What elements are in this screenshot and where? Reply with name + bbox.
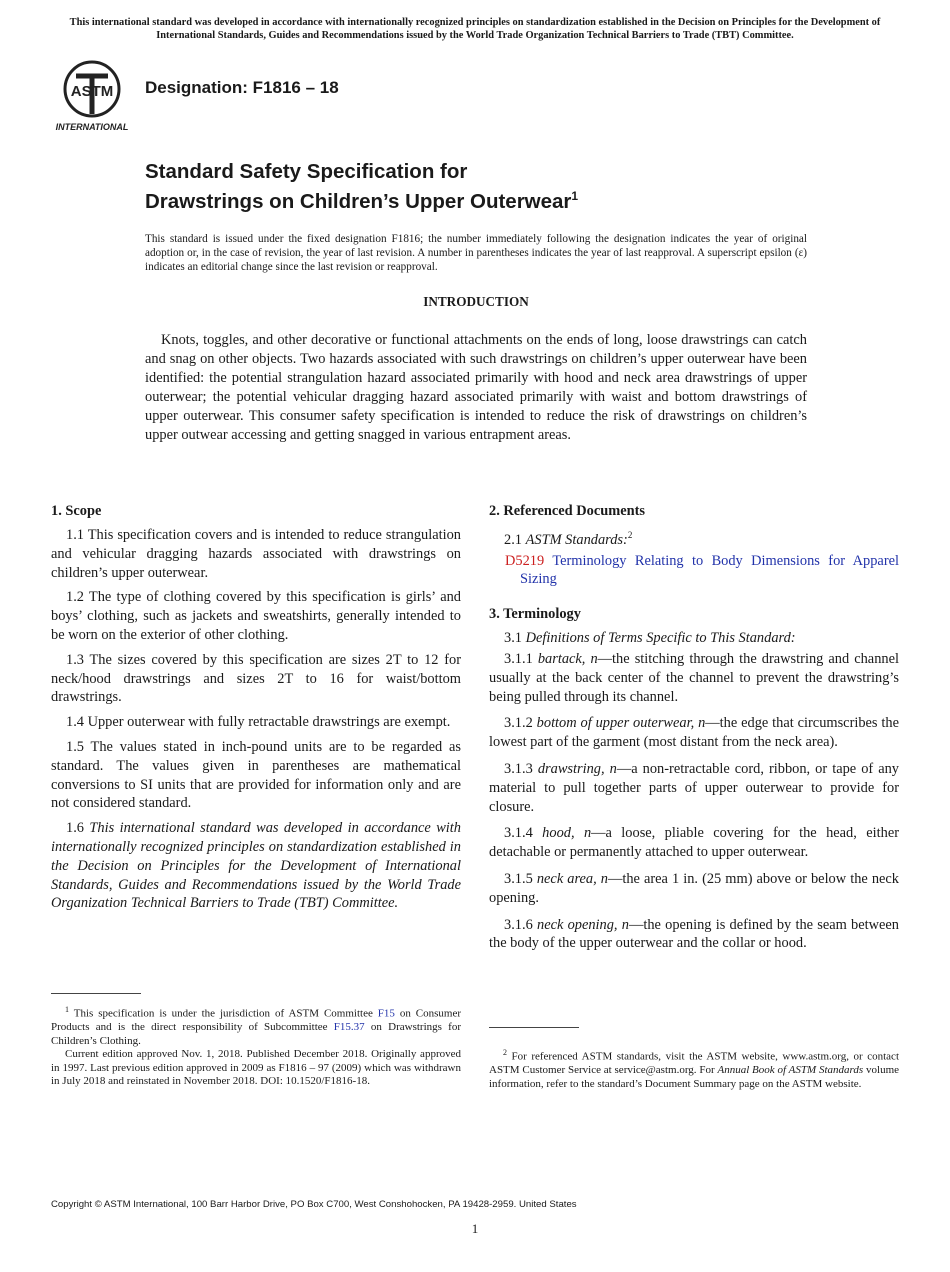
term-bottom-of-upper-outerwear bbox=[489, 714, 899, 752]
committee-f15-link[interactable]: F15 bbox=[377, 1007, 395, 1020]
term-name: bartack, n bbox=[537, 650, 598, 667]
term-definition: —a non-retractable cord, ribbon, or tape of any material to pull together parts of upper outerwear to provide for closure. bbox=[489, 760, 900, 815]
definitions-para bbox=[489, 629, 899, 648]
term-name: hood, n bbox=[542, 825, 592, 842]
footnote-1-text-a: This specification is under the jurisdiction of ASTM Committee bbox=[73, 1007, 373, 1020]
term-hood bbox=[489, 824, 899, 862]
term-number: 3.1.2 bbox=[504, 715, 533, 732]
term-number: 3.1.6 bbox=[504, 916, 533, 933]
footnote-2-mark: 2 bbox=[503, 1048, 507, 1057]
definitions-number: 3.1 bbox=[504, 630, 522, 647]
term-name: bottom of upper outerwear, n bbox=[536, 715, 706, 732]
title-footnote-mark: 1 bbox=[571, 189, 579, 203]
scope-para-1-2: 1.2 The type of clothing covered by this specification is girls’ and boys’ clothing, such as jackets and sweatshirts, generally intended to be worn on the exterior of other clothing. bbox=[51, 589, 461, 643]
astm-standards-label: ASTM Standards: bbox=[525, 531, 628, 548]
term-name: drawstring, n bbox=[537, 760, 617, 777]
footnote-1-mark: 1 bbox=[65, 1005, 69, 1014]
astm-logo-letters: ASTM bbox=[70, 83, 114, 100]
copyright: Copyright © ASTM International, 100 Barr Harbor Drive, PO Box C700, West Conshohocken, PA 19428-2959. United States bbox=[51, 1199, 577, 1210]
reference-title-link[interactable]: Terminology Relating to Body Dimensions for Apparel Sizing bbox=[520, 552, 899, 588]
term-number: 3.1.3 bbox=[504, 760, 533, 777]
footnote-2-text-b: volume information, refer to the standard’s Document Summary page on the ASTM website. bbox=[489, 1064, 900, 1090]
terminology-heading: 3. Terminology bbox=[489, 606, 581, 623]
term-definition: —the edge that circumscribes the lowest part of the garment (most distant from the neck area). bbox=[489, 715, 899, 751]
title-line-2: Drawstrings on Children’s Upper Outerwear bbox=[145, 189, 572, 213]
footnote-2-italic: Annual Book of ASTM Standards bbox=[717, 1064, 864, 1077]
term-neck-area bbox=[489, 870, 899, 908]
document-title bbox=[145, 160, 845, 214]
left-column bbox=[51, 502, 461, 919]
scope-para-1-3: 1.3 The sizes covered by this specification are sizes 2T to 12 for neck/hood drawstrings and sizes 2T to 16 for waist/bottom drawstrings. bbox=[51, 651, 461, 706]
astm-logo-icon bbox=[52, 56, 136, 134]
term-bartack bbox=[489, 650, 899, 706]
footnote-1-edition: Current edition approved Nov. 1, 2018. Published December 2018. Originally approved in 1997. Last previous edition approved in 2009 as F1816 – 97 (2009) which was withdrawn in July 2018 and reinstated in November 2018. DOI: 10.1520/F1816-18. bbox=[51, 1048, 461, 1088]
term-definition: —the opening is defined by the seam between the body of the upper outerwear and the collar or hood. bbox=[489, 916, 899, 952]
footnote-1-text-c: on Drawstrings for Children’s Clothing. bbox=[51, 1021, 461, 1047]
introduction-heading: INTRODUCTION bbox=[423, 294, 529, 309]
term-definition: —a loose, pliable covering for the head, either detachable or permanently attached to upper outerwear. bbox=[489, 825, 899, 861]
footnote-divider bbox=[489, 1027, 579, 1028]
footnote-2-text-a: For referenced ASTM standards, visit the ASTM website, www.astm.org, or contact ASTM Customer Service at service@astm.org. For bbox=[489, 1050, 899, 1077]
scope-para-1-4: 1.4 Upper outerwear with fully retractable drawstrings are exempt. bbox=[66, 714, 451, 731]
astm-logo-subtext: INTERNATIONAL bbox=[55, 122, 129, 132]
definitions-label: Definitions of Terms Specific to This Standard: bbox=[525, 630, 796, 647]
reference-code-link[interactable]: D5219 bbox=[505, 552, 545, 569]
term-drawstring bbox=[489, 760, 899, 816]
scope-para-1-5: 1.5 The values stated in inch-pound units are to be regarded as standard. The values given in parentheses are mathematical conversions to SI units that are provided for information only and are not considered standard. bbox=[51, 738, 461, 812]
page-number: 1 bbox=[471, 1221, 479, 1236]
reference-d5219[interactable] bbox=[489, 552, 899, 590]
scope-para-1-6-text: This international standard was developed in accordance with internationally recognized principles on standardization established in the Decision on Principles for the Development of International Standards, Guides and Recommendations issued by the World Trade Organization Technical Barriers to Trade (TBT) Committee. bbox=[51, 820, 461, 912]
scope-para-1-6 bbox=[51, 819, 461, 913]
astm-standards-para bbox=[489, 526, 899, 550]
term-number: 3.1.5 bbox=[504, 870, 533, 887]
issued-note: This standard is issued under the fixed designation F1816; the number immediately following the designation indicates the year of original adoption or, in the case of revision, the year of last revision. A number in parentheses indicates the year of last reapproval. A superscript epsilon (ε) indicates an editorial change since the last revision or reapproval. bbox=[145, 233, 807, 274]
footnote-divider bbox=[51, 993, 141, 994]
footnote-2 bbox=[489, 1027, 899, 1091]
subcommittee-f15-37-link[interactable]: F15.37 bbox=[333, 1021, 365, 1034]
footnote-1-para bbox=[51, 1003, 461, 1048]
referenced-documents-heading: 2. Referenced Documents bbox=[489, 503, 645, 519]
footnote-1 bbox=[51, 993, 461, 1089]
term-definition: —the area 1 in. (25 mm) above or below the neck opening. bbox=[489, 870, 899, 906]
term-neck-opening bbox=[489, 916, 899, 954]
astm-standards-number: 2.1 bbox=[504, 531, 522, 548]
title-line-1: Standard Safety Specification for bbox=[145, 160, 468, 183]
term-name: neck area, n bbox=[536, 870, 608, 887]
term-number: 3.1.4 bbox=[504, 825, 533, 842]
term-definition: —the stitching through the drawstring and channel usually at the back center of the channel to prevent the drawstring’s being pulled through its channel. bbox=[489, 650, 899, 705]
introduction-body: Knots, toggles, and other decorative or functional attachments on the ends of long, loose drawstrings can catch and snag on other objects. Two hazards associated with such drawstrings on children’s upper outerwear have been identified: the potential strangulation hazard associated primarily with hood and neck area drawstrings of upper outerwear; the potential vehicular dragging hazard associated primarily with waist and bottom drawstrings of upper outerwear. This consumer safety specification is intended to reduce the risk of drawstrings on children’s upper outwear accessing and getting snagged in various entrapment areas. bbox=[145, 332, 807, 443]
scope-heading: 1. Scope bbox=[51, 503, 102, 519]
right-column bbox=[489, 502, 899, 961]
astm-standards-footnote-mark: 2 bbox=[627, 530, 633, 540]
scope-para-1-1: 1.1 This specification covers and is intended to reduce strangulation and vehicular dragging hazards associated with drawstrings on children’s upper outerwear. bbox=[51, 527, 461, 581]
scope-para-1-6-number: 1.6 bbox=[66, 820, 84, 837]
term-name: neck opening, n bbox=[537, 916, 629, 933]
footnote-2-para bbox=[489, 1046, 899, 1091]
term-number: 3.1.1 bbox=[504, 650, 533, 667]
international-standard-notice: This international standard was developed in accordance with internationally recognized principles on standardization established in the Decision on Principles for the Development of International Standards, Guides and Recommendations issued by the World Trade Organization Technical Barriers to Trade (TBT) Committee. bbox=[69, 17, 881, 41]
footnote-1-text-b: on Consumer Products and is the direct responsibility of Subcommittee bbox=[51, 1007, 461, 1034]
designation: Designation: F1816 – 18 bbox=[145, 78, 339, 97]
